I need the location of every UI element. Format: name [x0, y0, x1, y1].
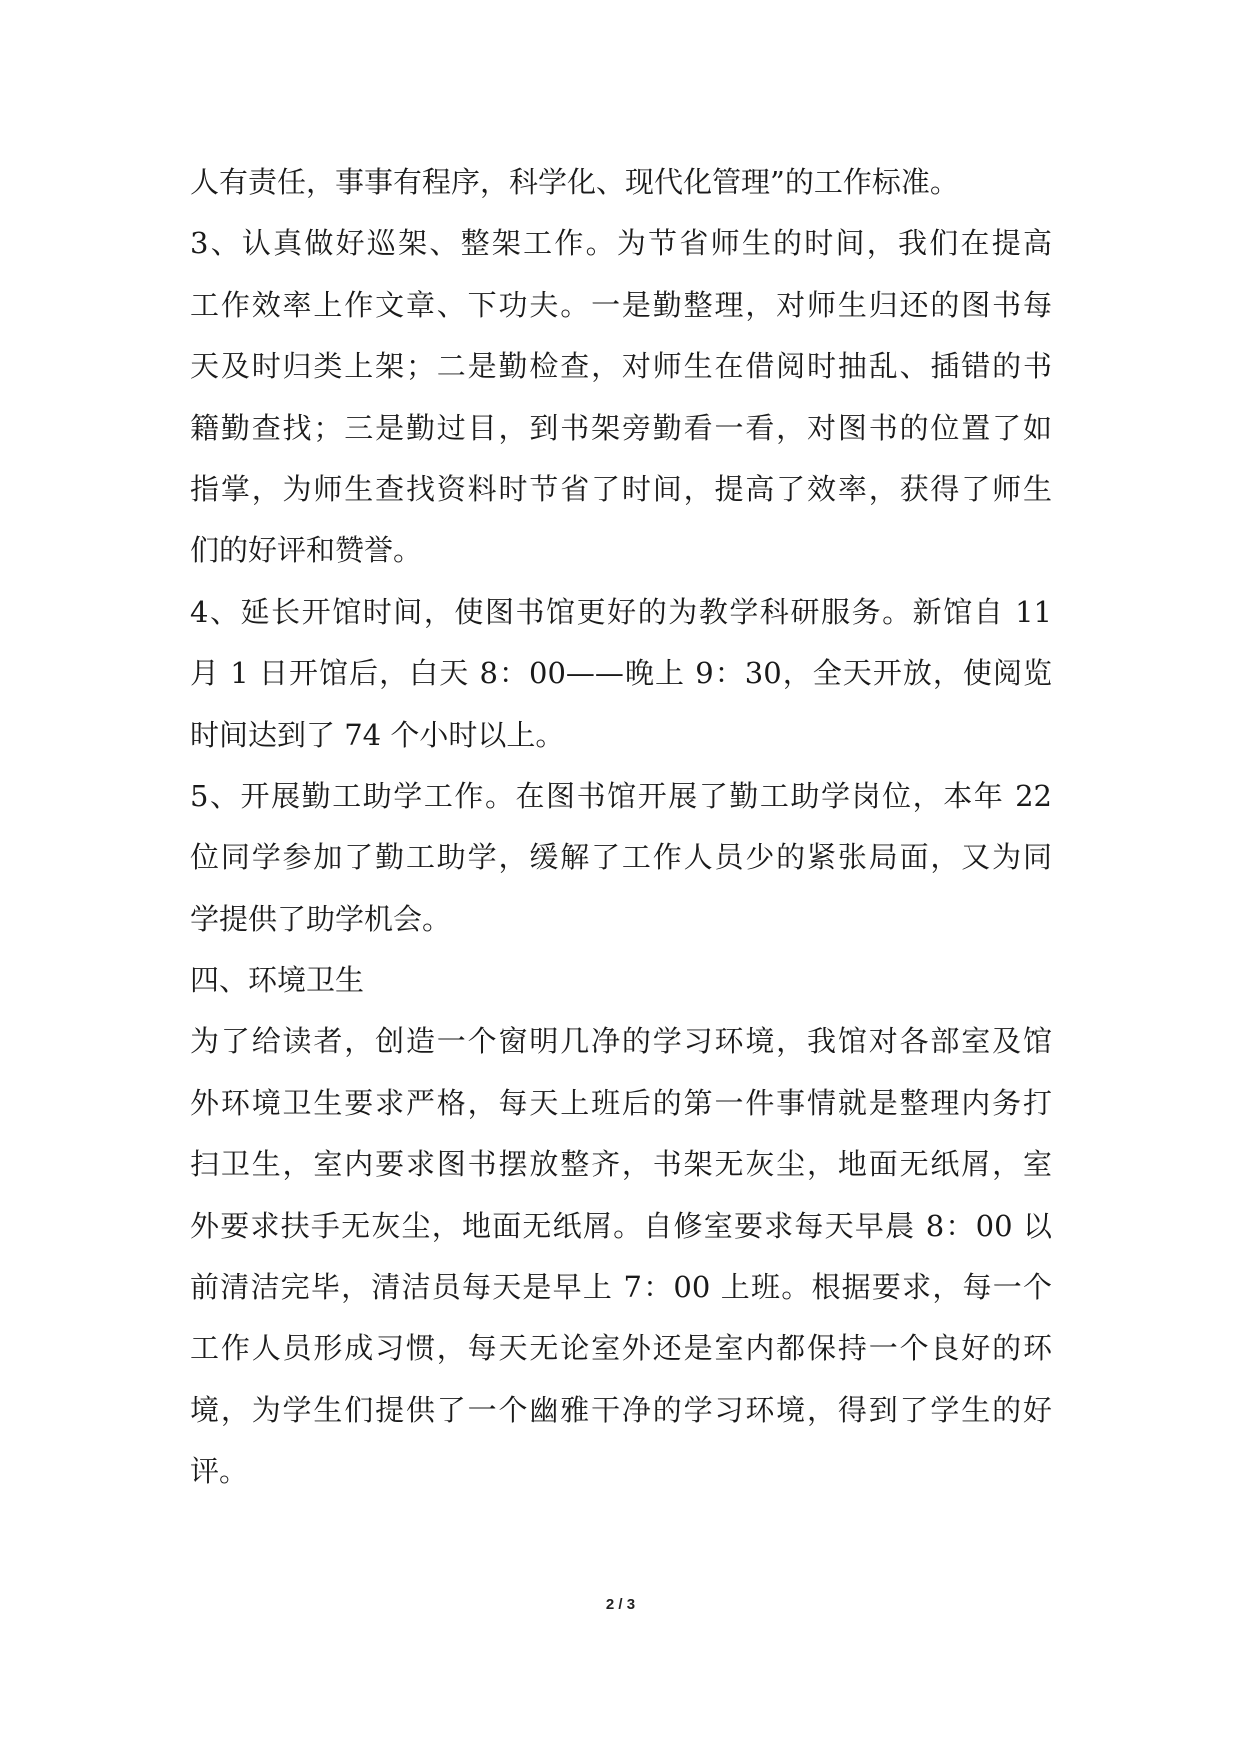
- text-line: 外环境卫生要求严格，每天上班后的第一件事情就是整理内务打: [190, 1085, 1052, 1120]
- text-line: 工作人员形成习惯，每天无论室外还是室内都保持一个良好的环: [190, 1331, 1052, 1366]
- text-line: 天及时归类上架；二是勤检查，对师生在借阅时抽乱、插错的书: [190, 349, 1052, 384]
- text-line: 指掌，为师生查找资料时节省了时间，提高了效率，获得了师生: [190, 471, 1052, 506]
- text-line: 3、认真做好巡架、整架工作。为节省师生的时间，我们在提高: [190, 226, 1052, 261]
- text-line: 籍勤查找；三是勤过目，到书架旁勤看一看，对图书的位置了如: [190, 410, 1052, 445]
- text-line: 人有责任，事事有程序，科学化、现代化管理”的工作标准。: [190, 165, 959, 199]
- text-line: 学提供了助学机会。: [190, 901, 452, 936]
- text-line: 4、延长开馆时间，使图书馆更好的为教学科研服务。新馆自 11: [190, 594, 1052, 629]
- text-line: 月 1 日开馆后，白天 8：00——晚上 9：30，全天开放，使阅览: [190, 656, 1052, 691]
- text-line: 四、环境卫生: [190, 963, 365, 998]
- text-line: 扫卫生，室内要求图书摆放整齐，书架无灰尘，地面无纸屑，室: [190, 1147, 1052, 1182]
- text-line: 位同学参加了勤工助学，缓解了工作人员少的紧张局面，又为同: [190, 840, 1052, 875]
- text-line: 评。: [190, 1454, 249, 1489]
- text-line: 为了给读者，创造一个窗明几净的学习环境，我馆对各部室及馆: [190, 1024, 1052, 1059]
- text-line: 境，为学生们提供了一个幽雅干净的学习环境，得到了学生的好: [190, 1392, 1052, 1427]
- text-line: 外要求扶手无灰尘，地面无纸屑。自修室要求每天早晨 8：00 以: [190, 1208, 1052, 1243]
- text-line: 们的好评和赞誉。: [190, 533, 423, 568]
- text-line: 前清洁完毕，清洁员每天是早上 7：00 上班。根据要求，每一个: [190, 1270, 1052, 1305]
- text-line: 时间达到了 74 个小时以上。: [190, 717, 565, 752]
- document-body: [190, 152, 1052, 1503]
- text-line: 工作效率上作文章、下功夫。一是勤整理，对师生归还的图书每: [190, 287, 1052, 322]
- text-line: 5、开展勤工助学工作。在图书馆开展了勤工助学岗位，本年 22: [190, 778, 1052, 813]
- page-number: 2 / 3: [605, 1596, 636, 1613]
